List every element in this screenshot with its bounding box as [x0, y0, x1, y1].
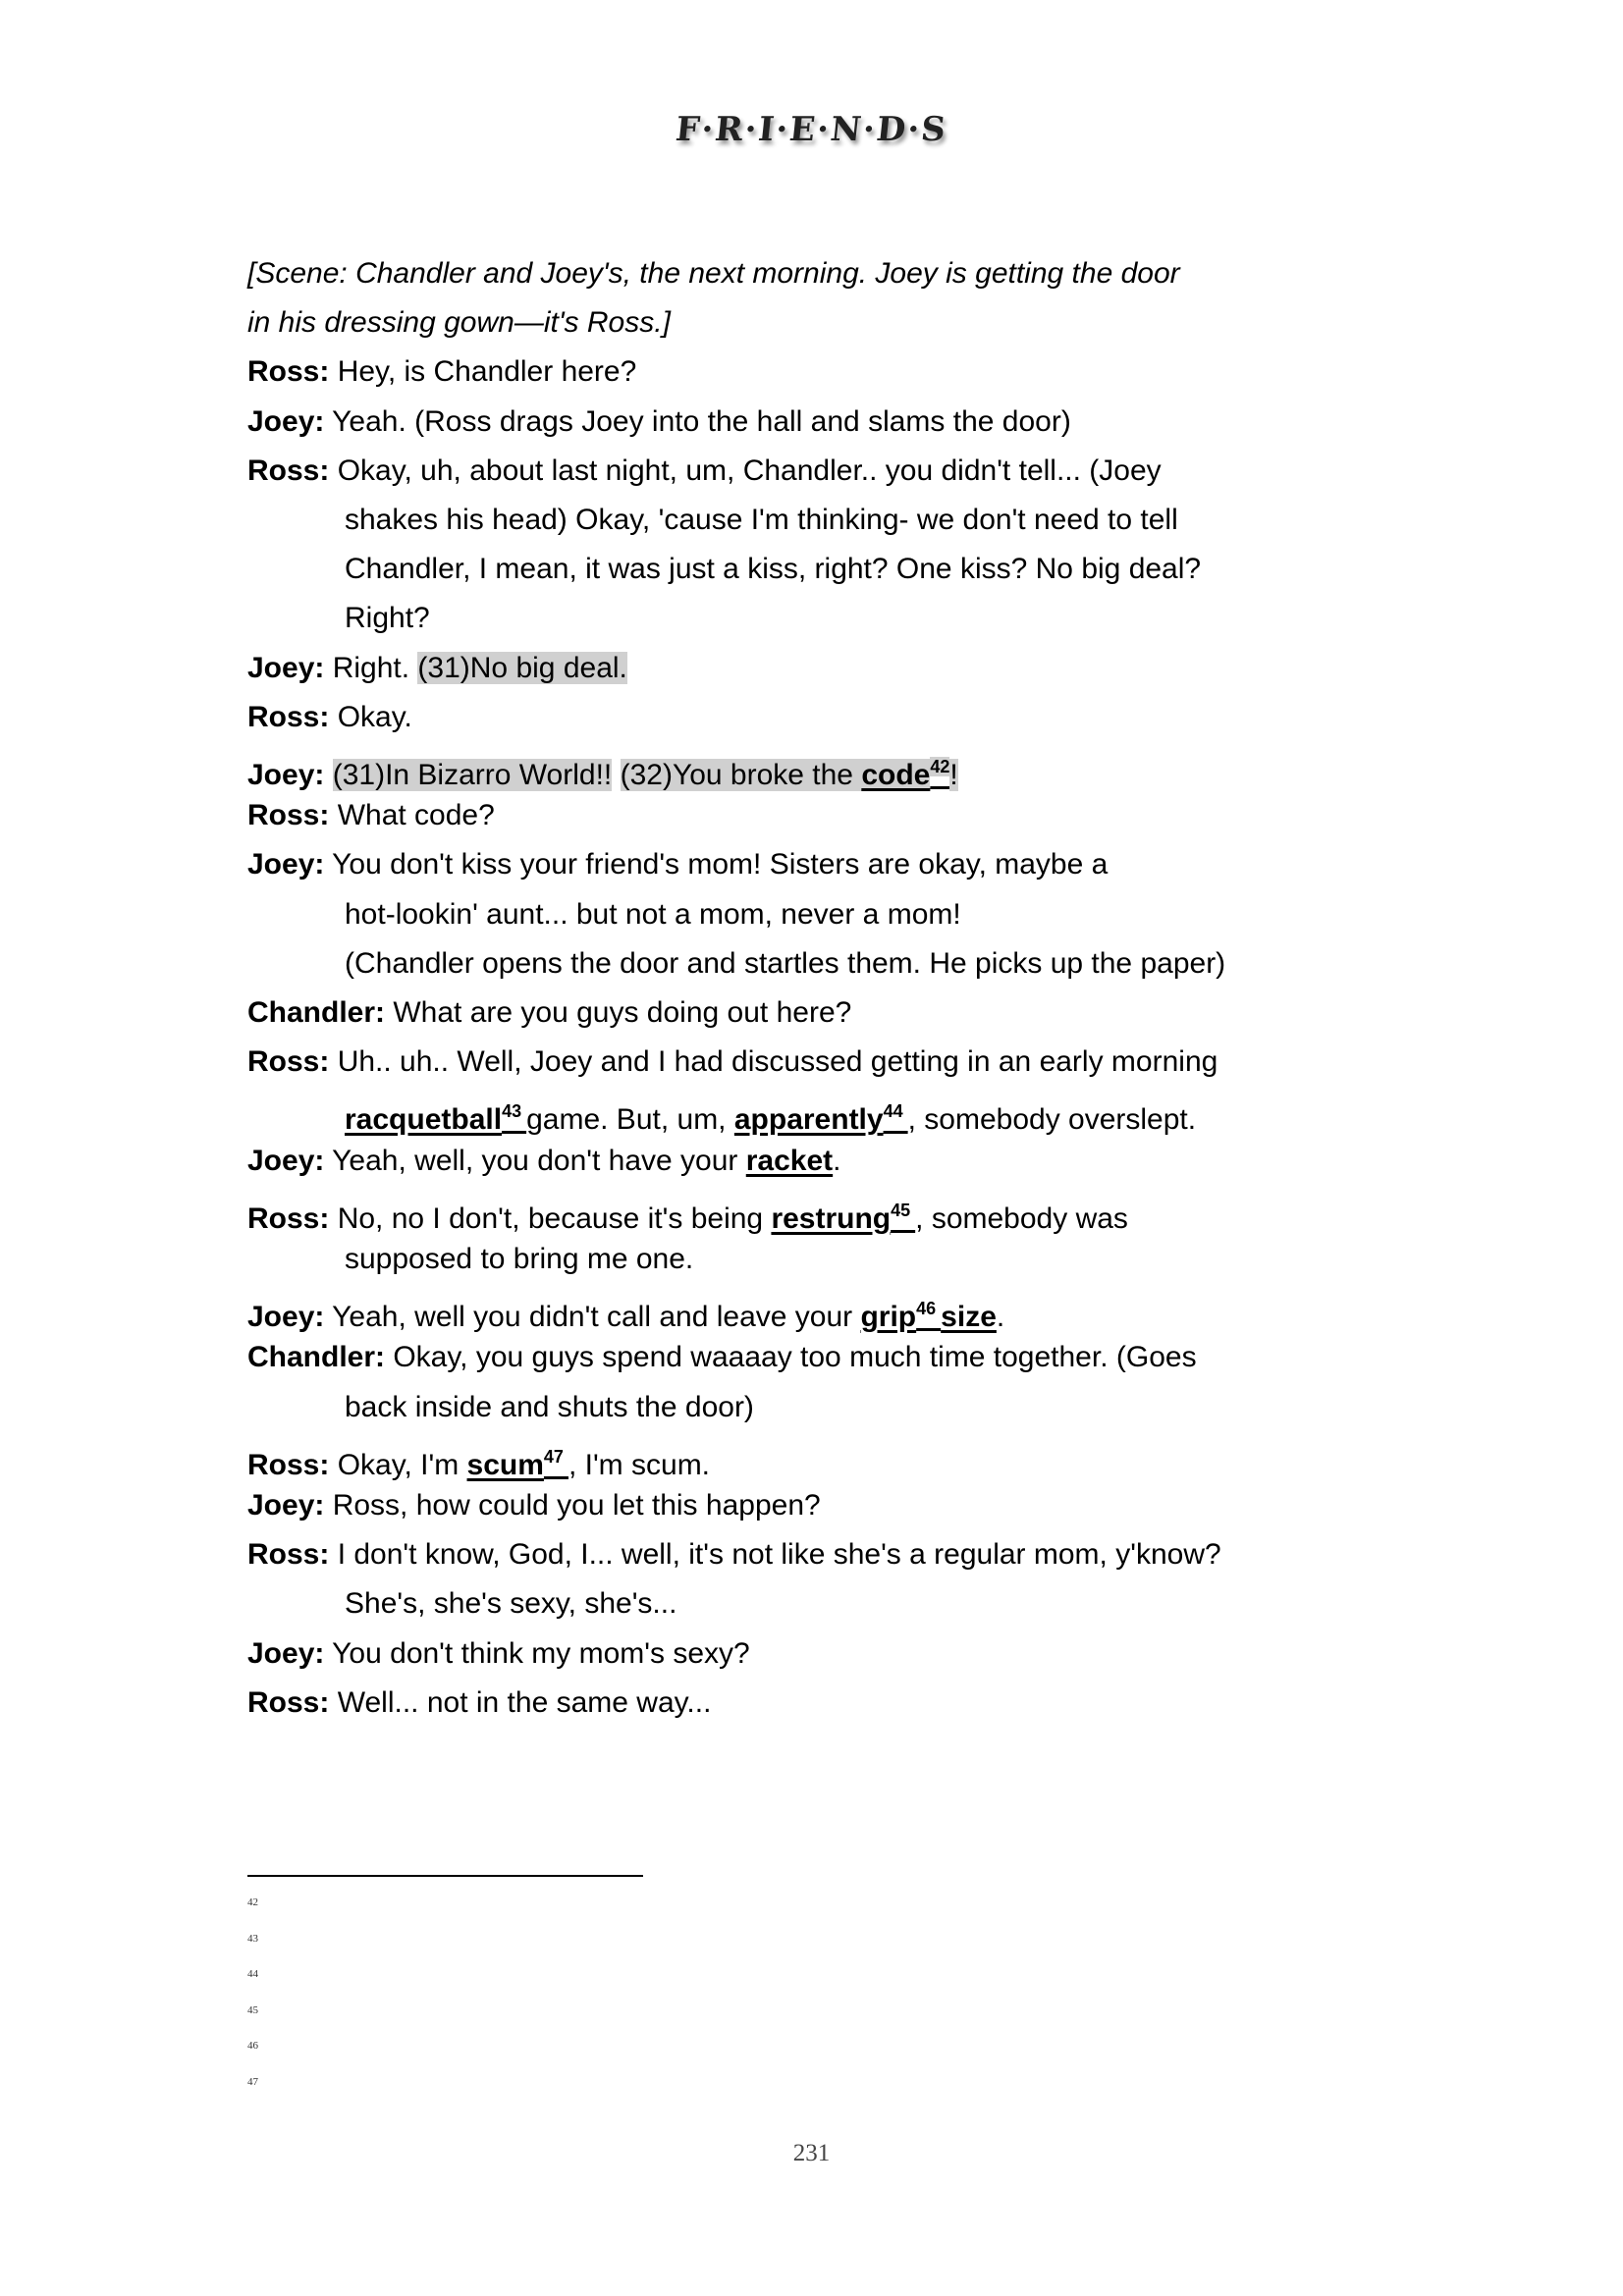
text: She's, she's sexy, she's...	[345, 1587, 677, 1621]
footnote-ref: 47	[543, 1446, 568, 1467]
scene-direction-line	[247, 303, 671, 343]
speaker-name: Chandler:	[247, 1341, 386, 1374]
text: Chandler, I mean, it was just a kiss, right? One kiss? No big deal?	[345, 553, 1202, 586]
dialogue-line	[247, 1437, 710, 1485]
text: Okay, uh, about last night, um, Chandler.. you didn't tell... (Joey	[329, 454, 1162, 487]
text: Hey, is Chandler here?	[329, 355, 637, 389]
dialogue-line	[345, 1092, 1196, 1140]
dialogue-line	[345, 501, 1178, 540]
footnote-number: 44	[247, 1968, 258, 1981]
text: .	[996, 1301, 1005, 1334]
text: No, no I don't, because it's being	[329, 1201, 772, 1235]
vocab-term: scum	[466, 1448, 544, 1481]
vocab-term: restrung	[771, 1201, 892, 1235]
dialogue-line	[247, 698, 412, 737]
footnote-ref: 45	[891, 1200, 916, 1220]
text: supposed to bring me one.	[345, 1243, 694, 1275]
text: in his dressing gown—it's Ross.]	[247, 306, 671, 340]
footnote-number: 43	[247, 1932, 258, 1945]
dialogue-line	[247, 1683, 711, 1723]
text	[612, 759, 620, 791]
speaker-name: Joey:	[247, 651, 325, 684]
speaker-name: Ross:	[247, 454, 330, 487]
dialogue-line	[247, 845, 1108, 884]
text: (Chandler opens the door and startles them. He picks up the paper)	[345, 946, 1226, 980]
text: You don't kiss your friend's mom! Sisters are okay, maybe a	[324, 848, 1109, 881]
dialogue-line	[345, 1584, 676, 1624]
text: You don't think my mom's sexy?	[324, 1636, 750, 1670]
text: shakes his head) Okay, 'cause I'm thinking- we don't need to tell	[345, 504, 1178, 536]
dialogue-line	[247, 1535, 1221, 1575]
page-number: 231	[792, 2140, 831, 2166]
dialogue-line	[345, 599, 430, 638]
speaker-name: Ross:	[247, 355, 330, 389]
speaker-name: Ross:	[247, 1045, 330, 1079]
text: Yeah, well, you don't have your	[324, 1144, 746, 1177]
speaker-name: Joey:	[247, 404, 325, 438]
dialogue-line	[247, 452, 1162, 491]
dialogue-line	[247, 1142, 841, 1181]
text: back inside and shuts the door)	[345, 1390, 754, 1423]
footnote-ref: 46	[916, 1299, 942, 1319]
friends-logo: F·R·I·E·N·D·S	[674, 110, 949, 149]
text: [Scene: Chandler and Joey's, the next morning. Joey is getting the door	[247, 257, 1180, 290]
highlighted-text: (32)You broke the	[620, 759, 862, 791]
text: Okay.	[329, 700, 412, 733]
text: Okay, you guys spend waaaay too much time together. (Goes	[385, 1341, 1197, 1374]
speaker-name: Joey:	[247, 1144, 325, 1177]
text: .	[833, 1144, 841, 1177]
highlighted-text: !	[949, 759, 958, 791]
text: Yeah. (Ross drags Joey into the hall and slams the door)	[324, 404, 1071, 438]
dialogue-line	[247, 1289, 1004, 1337]
dialogue-line	[247, 649, 627, 688]
speaker-name: Joey:	[247, 1636, 325, 1670]
text: Okay, I'm	[329, 1448, 467, 1481]
text: Right.	[324, 651, 418, 684]
text: , I'm scum.	[568, 1448, 711, 1481]
dialogue-line	[247, 1486, 821, 1525]
vocab-term: grip	[860, 1301, 917, 1334]
footnote-number: 45	[247, 2003, 258, 2016]
text: What code?	[329, 799, 495, 832]
speaker-name: Ross:	[247, 799, 330, 832]
dialogue-line	[345, 1388, 754, 1427]
text: Uh.. uh.. Well, Joey and I had discussed getting in an early morning	[329, 1045, 1218, 1079]
text: Ross, how could you let this happen?	[324, 1489, 821, 1522]
speaker-name: Ross:	[247, 1685, 330, 1719]
text: Yeah, well you didn't call and leave your	[324, 1301, 861, 1334]
scene-direction-line	[247, 254, 1180, 294]
text: Well... not in the same way...	[329, 1685, 712, 1719]
footnote-separator	[247, 1875, 643, 1877]
dialogue-line	[247, 747, 958, 795]
vocab-term: code	[861, 759, 931, 791]
vocab-term: racket	[745, 1144, 834, 1177]
speaker-name: Joey:	[247, 848, 325, 881]
dialogue-line	[247, 993, 851, 1033]
text	[324, 759, 332, 791]
dialogue-line	[345, 895, 961, 934]
text: I don't know, God, I... well, it's not like she's a regular mom, y'know?	[329, 1538, 1221, 1572]
vocab-term: racquetball	[345, 1103, 503, 1137]
vocab-term: apparently	[733, 1103, 884, 1137]
footnote-number: 46	[247, 2040, 258, 2053]
speaker-name: Joey:	[247, 759, 325, 791]
text: What are you guys doing out here?	[385, 996, 852, 1029]
footnote-number: 42	[247, 1896, 258, 1908]
dialogue-line	[247, 1338, 1197, 1377]
dialogue-line	[247, 352, 636, 392]
dialogue-line	[345, 550, 1201, 589]
footnote-ref: 43	[502, 1101, 527, 1122]
speaker-name: Chandler:	[247, 996, 386, 1029]
text: game. But, um,	[526, 1103, 734, 1137]
footnote-number: 47	[247, 2076, 258, 2088]
dialogue-line	[247, 796, 495, 835]
dialogue-line	[247, 402, 1071, 442]
dialogue-line	[345, 1240, 693, 1279]
dialogue-line	[345, 944, 1225, 984]
text: , somebody was	[915, 1201, 1128, 1235]
footnote-ref: 44	[883, 1101, 908, 1122]
vocab-term: size	[941, 1301, 997, 1334]
dialogue-line	[247, 1191, 1128, 1239]
speaker-name: Ross:	[247, 1448, 330, 1481]
speaker-name: Ross:	[247, 1538, 330, 1572]
footnote-ref: 42	[930, 757, 950, 776]
speaker-name: Ross:	[247, 1201, 330, 1235]
highlighted-text: (31)In Bizarro World!!	[332, 759, 613, 791]
dialogue-line	[247, 1042, 1217, 1082]
text: hot-lookin' aunt... but not a mom, never a mom!	[345, 897, 961, 931]
highlighted-text: (31)No big deal.	[417, 651, 627, 684]
speaker-name: Joey:	[247, 1489, 325, 1522]
text: , somebody overslept.	[907, 1103, 1197, 1137]
dialogue-line	[247, 1634, 750, 1674]
speaker-name: Ross:	[247, 700, 330, 733]
speaker-name: Joey:	[247, 1301, 325, 1334]
text: Right?	[345, 602, 430, 635]
